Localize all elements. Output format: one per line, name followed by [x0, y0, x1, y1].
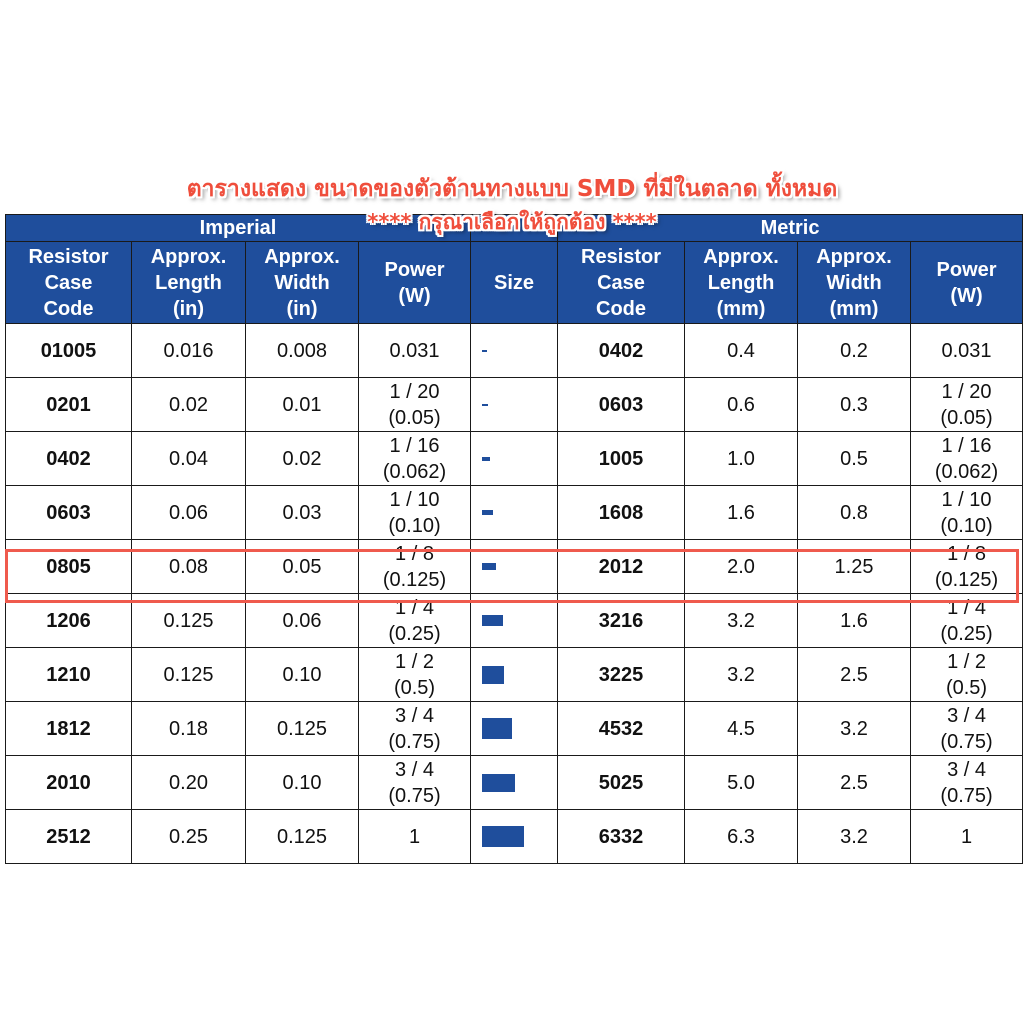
- size-cell: [471, 594, 558, 648]
- cell-text: 0.125: [163, 663, 214, 686]
- size-cell: [471, 486, 558, 540]
- cell-text: 6332: [598, 825, 644, 848]
- cell-text: (0.75): [388, 784, 441, 807]
- width-mm-cell: [798, 594, 911, 648]
- power-cell: [359, 702, 471, 756]
- footprint-rect: [482, 666, 504, 684]
- header-line: Code: [43, 297, 94, 320]
- cell-text: 0.10: [282, 771, 322, 794]
- cell-text: 1 / 10: [941, 488, 992, 511]
- cell-text: (0.05): [388, 406, 441, 429]
- cell-text: 6.3: [727, 825, 755, 848]
- imperial-code-cell: [6, 540, 132, 594]
- length-in-cell: [132, 486, 246, 540]
- cell-text: 0.008: [276, 339, 328, 362]
- length-mm-cell: [685, 540, 798, 594]
- length-in-cell: [132, 756, 246, 810]
- cell-text: 3.2: [727, 663, 755, 686]
- cell-text: 0.2: [840, 339, 868, 362]
- width-in-cell: [246, 648, 359, 702]
- cell-text: 1812: [46, 717, 91, 740]
- imperial-group-header: Imperial: [6, 215, 471, 242]
- width-in-cell: [246, 324, 359, 378]
- width-mm-cell: [798, 702, 911, 756]
- metric-code-cell: [558, 378, 685, 432]
- size-cell: [471, 432, 558, 486]
- cell-text: 0.8: [840, 501, 868, 524]
- size-cell: [471, 540, 558, 594]
- metric-group-header: Metric: [558, 215, 1023, 242]
- width-in-cell: [246, 702, 359, 756]
- power-cell: [359, 756, 471, 810]
- cell-text: 5025: [598, 771, 644, 794]
- length-in-cell: [132, 648, 246, 702]
- cell-text: 1 / 2: [395, 650, 434, 673]
- cell-text: 2.5: [840, 663, 868, 686]
- cell-text: 0.125: [276, 825, 328, 848]
- cell-text: 0.125: [163, 609, 214, 632]
- header-line: Power: [936, 258, 997, 281]
- cell-text: 0.06: [169, 501, 208, 524]
- metric-code-cell: [558, 648, 685, 702]
- cell-text: 0.5: [840, 447, 868, 470]
- size-cell: [471, 648, 558, 702]
- power-metric-cell: [911, 702, 1023, 756]
- cell-text: 3.2: [727, 609, 755, 632]
- cell-text: 0.125: [276, 717, 328, 740]
- footprint-rect: [482, 350, 487, 352]
- page-title: ตารางแสดง ขนาดของตัวต้านทางแบบ SMD ที่มีในตลาด ทั้งหมด: [186, 176, 838, 202]
- cell-text: 1 / 16: [389, 434, 440, 457]
- cell-text: 0603: [46, 501, 91, 524]
- smd-resistor-size-table: [5, 214, 1023, 864]
- imperial-code-cell: [6, 378, 132, 432]
- power-metric-cell: [911, 486, 1023, 540]
- length-mm-cell: [685, 324, 798, 378]
- power-cell: [359, 540, 471, 594]
- cell-text: 1 / 10: [389, 488, 440, 511]
- cell-text: 0.06: [282, 609, 322, 632]
- cell-text: 1: [408, 825, 421, 848]
- table-row: [6, 702, 1023, 756]
- size-cell: [471, 378, 558, 432]
- header-line: Length: [707, 271, 775, 294]
- cell-text: 0805: [46, 555, 91, 578]
- header-line: (mm): [716, 297, 766, 320]
- power-cell: [359, 486, 471, 540]
- length-in-cell: [132, 324, 246, 378]
- length-in-cell: [132, 540, 246, 594]
- imperial-code-cell: [6, 432, 132, 486]
- table-row: [6, 486, 1023, 540]
- cell-text: 1.6: [840, 609, 868, 632]
- header-power-w: [359, 242, 471, 324]
- power-cell: [359, 594, 471, 648]
- metric-code-cell: [558, 810, 685, 864]
- metric-code-cell: [558, 756, 685, 810]
- cell-text: 0.016: [163, 339, 214, 362]
- cell-text: (0.05): [940, 406, 993, 429]
- size-cell: [471, 702, 558, 756]
- power-cell: [359, 432, 471, 486]
- footprint-rect: [482, 563, 496, 570]
- cell-text: 1206: [46, 609, 91, 632]
- size-cell: [471, 756, 558, 810]
- header-line: (in): [172, 297, 205, 320]
- width-mm-cell: [798, 378, 911, 432]
- cell-text: 3 / 4: [395, 704, 434, 727]
- size-cell: [471, 810, 558, 864]
- header-line: (W): [950, 284, 983, 307]
- cell-text: 4.5: [727, 717, 755, 740]
- metric-code-cell: [558, 432, 685, 486]
- cell-text: 0.3: [840, 393, 868, 416]
- width-in-cell: [246, 378, 359, 432]
- header-line: Width: [826, 271, 882, 294]
- cell-text: 5.0: [727, 771, 755, 794]
- length-mm-cell: [685, 702, 798, 756]
- power-metric-cell: [911, 540, 1023, 594]
- page-subtitle: **** กรุณาเลือกให้ถูกต้อง ****: [367, 210, 657, 234]
- width-in-cell: [246, 810, 359, 864]
- imperial-code-cell: [6, 594, 132, 648]
- cell-text: 1 / 4: [395, 596, 434, 619]
- footprint-rect: [482, 615, 503, 626]
- length-mm-cell: [685, 648, 798, 702]
- header-line: (W): [398, 284, 431, 307]
- imperial-code-cell: [6, 702, 132, 756]
- width-mm-cell: [798, 432, 911, 486]
- cell-text: 01005: [40, 339, 97, 362]
- header-line: Resistor: [581, 245, 662, 268]
- length-in-cell: [132, 810, 246, 864]
- power-cell: [359, 378, 471, 432]
- header-imperial-code: [6, 242, 132, 324]
- cell-text: 1.25: [834, 555, 874, 578]
- metric-code-cell: [558, 324, 685, 378]
- table-row: [6, 378, 1023, 432]
- length-mm-cell: [685, 594, 798, 648]
- header-line: (mm): [829, 297, 879, 320]
- length-in-cell: [132, 702, 246, 756]
- cell-text: 0.25: [169, 825, 208, 848]
- length-mm-cell: [685, 378, 798, 432]
- width-in-cell: [246, 756, 359, 810]
- width-mm-cell: [798, 486, 911, 540]
- header-power-w-metric: [911, 242, 1023, 324]
- footprint-rect: [482, 510, 493, 515]
- table-row: [6, 648, 1023, 702]
- header-width-in: [246, 242, 359, 324]
- size-cell: [471, 324, 558, 378]
- cell-text: 1 / 4: [947, 596, 986, 619]
- cell-text: 3 / 4: [947, 758, 986, 781]
- power-metric-cell: [911, 432, 1023, 486]
- footprint-rect: [482, 457, 490, 461]
- header-line: Approx.: [150, 245, 227, 268]
- power-metric-cell: [911, 810, 1023, 864]
- length-mm-cell: [685, 486, 798, 540]
- cell-text: (0.25): [940, 622, 993, 645]
- width-in-cell: [246, 432, 359, 486]
- header-line: (in): [286, 297, 318, 320]
- power-cell: [359, 648, 471, 702]
- cell-text: 1210: [46, 663, 91, 686]
- cell-text: 1 / 20: [941, 380, 992, 403]
- header-line: Power: [384, 258, 445, 281]
- imperial-code-cell: [6, 486, 132, 540]
- cell-text: 1005: [598, 447, 644, 470]
- cell-text: 1608: [598, 501, 644, 524]
- power-cell: [359, 810, 471, 864]
- cell-text: 0.02: [169, 393, 208, 416]
- cell-text: 0603: [598, 393, 644, 416]
- cell-text: 1.6: [727, 501, 755, 524]
- cell-text: 0.04: [169, 447, 208, 470]
- cell-text: 1 / 16: [941, 434, 992, 457]
- cell-text: (0.125): [382, 568, 447, 591]
- cell-text: 0.20: [169, 771, 208, 794]
- cell-text: 2512: [46, 825, 91, 848]
- cell-text: (0.5): [945, 676, 988, 699]
- table-row: [6, 324, 1023, 378]
- cell-text: (0.125): [934, 568, 999, 591]
- power-metric-cell: [911, 324, 1023, 378]
- cell-text: 0.031: [389, 339, 440, 362]
- cell-text: 3.2: [840, 825, 868, 848]
- cell-text: (0.10): [388, 514, 441, 537]
- cell-text: 1 / 20: [389, 380, 440, 403]
- table-row: [6, 810, 1023, 864]
- imperial-code-cell: [6, 648, 132, 702]
- width-in-cell: [246, 594, 359, 648]
- table-row: [6, 432, 1023, 486]
- cell-text: (0.062): [934, 460, 999, 483]
- cell-text: 1 / 8: [395, 542, 434, 565]
- cell-text: 3.2: [840, 717, 868, 740]
- width-mm-cell: [798, 324, 911, 378]
- header-line: Code: [596, 297, 647, 320]
- power-metric-cell: [911, 378, 1023, 432]
- cell-text: 2.5: [840, 771, 868, 794]
- cell-text: 0.18: [169, 717, 208, 740]
- cell-text: 1: [960, 825, 973, 848]
- cell-text: 0.01: [282, 393, 322, 416]
- cell-text: 1.0: [727, 447, 755, 470]
- cell-text: 0.6: [727, 393, 755, 416]
- header-metric-code: [558, 242, 685, 324]
- metric-code-cell: [558, 594, 685, 648]
- cell-text: 3216: [598, 609, 644, 632]
- power-metric-cell: [911, 756, 1023, 810]
- cell-text: (0.062): [382, 460, 447, 483]
- cell-text: 0.03: [282, 501, 322, 524]
- cell-text: 3 / 4: [947, 704, 986, 727]
- width-in-cell: [246, 540, 359, 594]
- cell-text: 0201: [46, 393, 91, 416]
- cell-text: 3 / 4: [395, 758, 434, 781]
- cell-text: 0402: [46, 447, 91, 470]
- power-metric-cell: [911, 648, 1023, 702]
- metric-code-cell: [558, 702, 685, 756]
- header-line: Case: [597, 271, 645, 294]
- cell-text: 2010: [46, 771, 91, 794]
- imperial-code-cell: [6, 756, 132, 810]
- power-metric-cell: [911, 594, 1023, 648]
- cell-text: (0.5): [393, 676, 436, 699]
- cell-text: 2012: [598, 555, 644, 578]
- width-in-cell: [246, 486, 359, 540]
- cell-text: (0.10): [940, 514, 993, 537]
- length-mm-cell: [685, 810, 798, 864]
- footprint-rect: [482, 826, 524, 847]
- header-line: Resistor: [28, 245, 109, 268]
- cell-text: 0.02: [282, 447, 322, 470]
- cell-text: 0.031: [941, 339, 992, 362]
- footprint-rect: [482, 404, 488, 406]
- table-row: [6, 756, 1023, 810]
- header-size: [471, 242, 558, 324]
- length-in-cell: [132, 378, 246, 432]
- header-line: Approx.: [264, 245, 340, 268]
- table-row: [6, 540, 1023, 594]
- metric-code-cell: [558, 540, 685, 594]
- cell-text: (0.75): [388, 730, 441, 753]
- table-row: [6, 594, 1023, 648]
- header-line: Length: [155, 271, 222, 294]
- cell-text: 0.08: [169, 555, 208, 578]
- cell-text: 0.10: [282, 663, 322, 686]
- footprint-rect: [482, 718, 512, 739]
- cell-text: 0402: [598, 339, 644, 362]
- power-cell: [359, 324, 471, 378]
- width-mm-cell: [798, 648, 911, 702]
- header-line: Size: [494, 271, 535, 294]
- cell-text: 2.0: [727, 555, 755, 578]
- cell-text: (0.25): [388, 622, 441, 645]
- width-mm-cell: [798, 756, 911, 810]
- header-length-in: [132, 242, 246, 324]
- header-line: Width: [274, 271, 330, 294]
- cell-text: (0.75): [940, 730, 993, 753]
- header-width-mm: [798, 242, 911, 324]
- header-line: Approx.: [703, 245, 779, 268]
- width-mm-cell: [798, 810, 911, 864]
- metric-code-cell: [558, 486, 685, 540]
- imperial-code-cell: [6, 324, 132, 378]
- header-line: Approx.: [816, 245, 892, 268]
- cell-text: 3225: [598, 663, 644, 686]
- length-mm-cell: [685, 432, 798, 486]
- length-in-cell: [132, 432, 246, 486]
- cell-text: 0.4: [727, 339, 755, 362]
- cell-text: 4532: [598, 717, 644, 740]
- cell-text: 1 / 2: [947, 650, 986, 673]
- width-mm-cell: [798, 540, 911, 594]
- cell-text: (0.75): [940, 784, 993, 807]
- cell-text: 0.05: [282, 555, 322, 578]
- header-line: Case: [44, 271, 93, 294]
- footprint-rect: [482, 774, 515, 792]
- length-in-cell: [132, 594, 246, 648]
- header-length-mm: [685, 242, 798, 324]
- imperial-code-cell: [6, 810, 132, 864]
- length-mm-cell: [685, 756, 798, 810]
- cell-text: 1 / 8: [947, 542, 986, 565]
